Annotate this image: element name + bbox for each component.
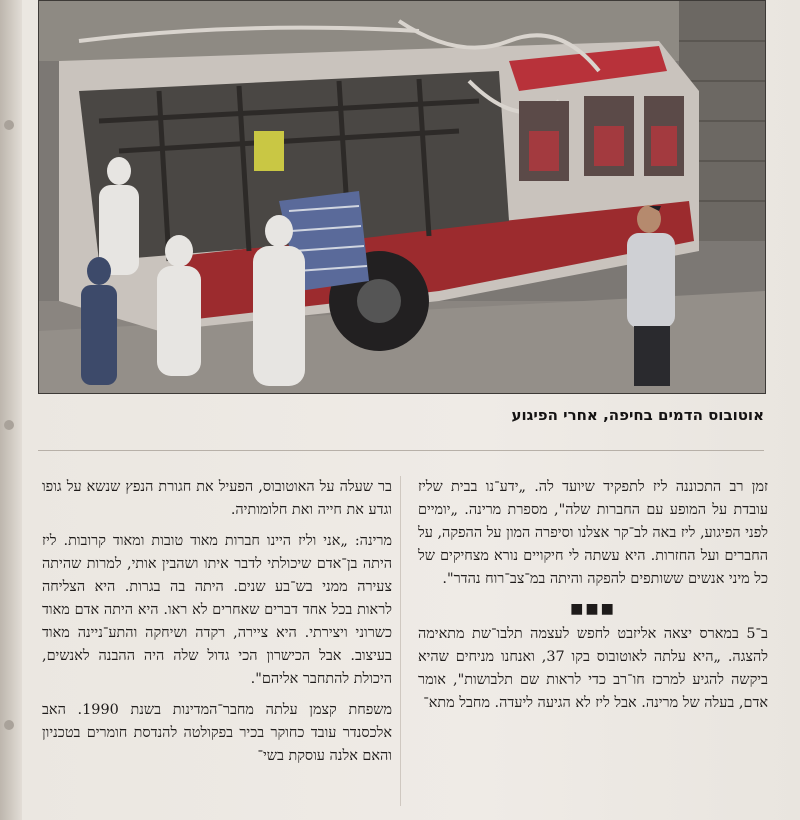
binding-hole <box>4 720 14 730</box>
article-column-right <box>418 476 768 715</box>
section-separator: ■■■ <box>570 601 616 617</box>
article-paragraph: בר שעלה על האוטובוס, הפעיל את חגורת הנפץ שנשא על גופו וגדע את חייה ואת חלומותיה. <box>42 479 392 518</box>
article-paragraph: מרינה: „אני וליז היינו חברות מאוד טובות ומאוד קרובות. ליז היתה בן־אדם שיכולתי לדבר איתו ושהבין אותי, למרות שהיתה צעירה ממני בש־בע שנים. היתה בה בגרות. היא הצליחה לראות בכל אחד דברים שאחרים לא ראו. היא היתה אדם מאוד כשרוני ויצירתי. היא ציירה, רקדה ושיחקה והתע־ניינה מאוד בעיצוב. אבל הכישרון הכי גדול שלה היה ההבנה לאנשים, היכולת להתחבר אליהם". <box>42 533 392 687</box>
column-divider <box>400 476 401 806</box>
bombed-bus-illustration <box>39 1 765 393</box>
divider-line <box>38 450 764 451</box>
article-paragraph: זמן רב התכוננה ליז לתפקיד שיועד לה. „ידע־נו בבית שליז עובדת על המופע עם החברות שלה", מספרת מרינה. „יומיים לפני הפיגוע, ליז באה לב־קר אצלנו וסיפרה המון על ההפקה, על החברים ועל החזרות. היא עשתה לי חיקויים נורא מצחיקים של כל מיני אנשים ששותפים להפקה והיתה במ־צב־רוח נהדר". <box>418 479 768 587</box>
binding-hole <box>4 420 14 430</box>
news-photo <box>38 0 766 394</box>
binding-hole <box>4 120 14 130</box>
article-paragraph: ב־5 במארס יצאה אליזבט לחפש לעצמה תלבו־שת מתאימה להצגה. „היא עלתה לאוטובוס בקו 37, ואנחנו מניחים שהיא ביקשה להגיע למרכז חו־רב כדי לראות שם תלבושות", אומר אדם, בעלה של מרינה. אבל ליז לא הגיעה ליעדה. מחבל מתא־ <box>418 626 768 711</box>
page-fold <box>0 0 22 820</box>
photo-caption: אוטובוס הדמים בחיפה, אחרי הפיגוע <box>511 406 764 424</box>
article-column-left <box>42 476 392 768</box>
article-paragraph: משפחת קצמן עלתה מחבר־המדינות בשנת 1990. האב אלכסנדר עובד כחוקר בכיר בפקולטה להנדסת חומרים בטכניון והאם אלנה עוסקת בשי־ <box>42 702 393 764</box>
